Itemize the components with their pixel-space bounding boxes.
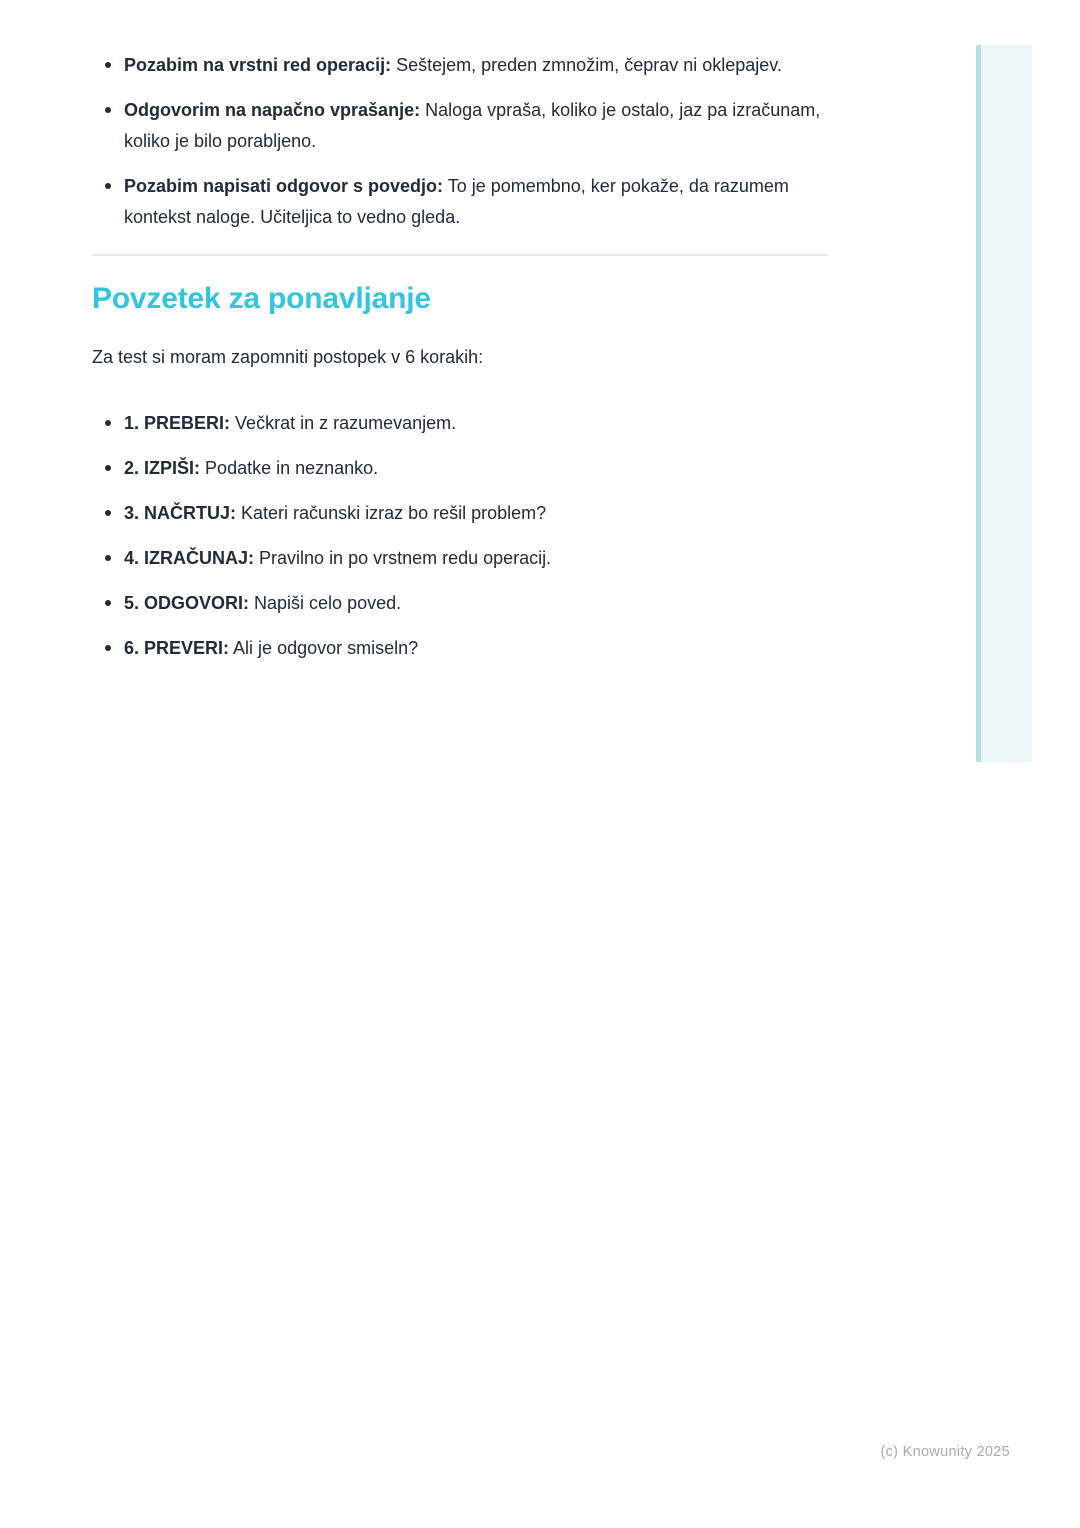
list-item-label: 2. IZPIŠI: — [124, 458, 201, 478]
list-item-text: To je pomembno, ker pokaže, da razumem kontekst naloge. Učiteljica to vedno gleda. — [124, 176, 789, 227]
side-highlight-strip — [976, 45, 1032, 762]
bullet-icon — [105, 645, 111, 651]
list-item-label: 5. ODGOVORI: — [124, 593, 250, 613]
steps-list — [92, 408, 828, 664]
list-item — [92, 171, 828, 233]
section-heading: Povzetek za ponavljanje — [92, 282, 431, 315]
bullet-icon — [105, 183, 111, 189]
bullet-icon — [105, 555, 111, 561]
list-item — [92, 633, 828, 664]
list-item — [92, 498, 828, 529]
list-item-label: 1. PREBERI: — [124, 413, 231, 433]
list-item — [92, 453, 828, 484]
list-item — [92, 95, 828, 157]
list-item-text: Večkrat in z razumevanjem. — [235, 413, 457, 433]
list-item-label: Pozabim na vrstni red operacij: — [124, 55, 392, 75]
list-item-label: Pozabim napisati odgovor s povedjo: — [124, 176, 444, 196]
list-item-label: 3. NAČRTUJ: — [124, 503, 237, 523]
bullet-icon — [105, 62, 111, 68]
list-item-text: Ali je odgovor smiseln? — [233, 638, 419, 658]
note-content — [92, 0, 828, 678]
list-item — [92, 588, 828, 619]
list-item-text: Pravilno in po vrstnem redu operacij. — [259, 548, 552, 568]
list-item-label: 6. PREVERI: — [124, 638, 230, 658]
bullet-icon — [105, 107, 111, 113]
mistakes-list — [92, 50, 828, 233]
bullet-icon — [105, 420, 111, 426]
list-item — [92, 408, 828, 439]
list-item — [92, 50, 828, 81]
list-item-text: Podatke in neznanko. — [205, 458, 379, 478]
copyright-footer: (c) Knowunity 2025 — [880, 1444, 1010, 1460]
bullet-icon — [105, 600, 111, 606]
section-divider — [92, 254, 828, 256]
list-item-text: Napiši celo poved. — [254, 593, 402, 613]
list-item-label: 4. IZRAČUNAJ: — [124, 548, 255, 568]
list-item-label: Odgovorim na napačno vprašanje: — [124, 100, 421, 120]
bullet-icon — [105, 510, 111, 516]
intro-paragraph: Za test si moram zapomniti postopek v 6 korakih: — [92, 347, 484, 367]
bullet-icon — [105, 465, 111, 471]
list-item-text: Kateri računski izraz bo rešil problem? — [241, 503, 547, 523]
list-item — [92, 543, 828, 574]
list-item-text: Seštejem, preden zmnožim, čeprav ni oklepajev. — [396, 55, 782, 75]
list-item-text: Naloga vpraša, koliko je ostalo, jaz pa izračunam, koliko je bilo porabljeno. — [124, 100, 821, 151]
